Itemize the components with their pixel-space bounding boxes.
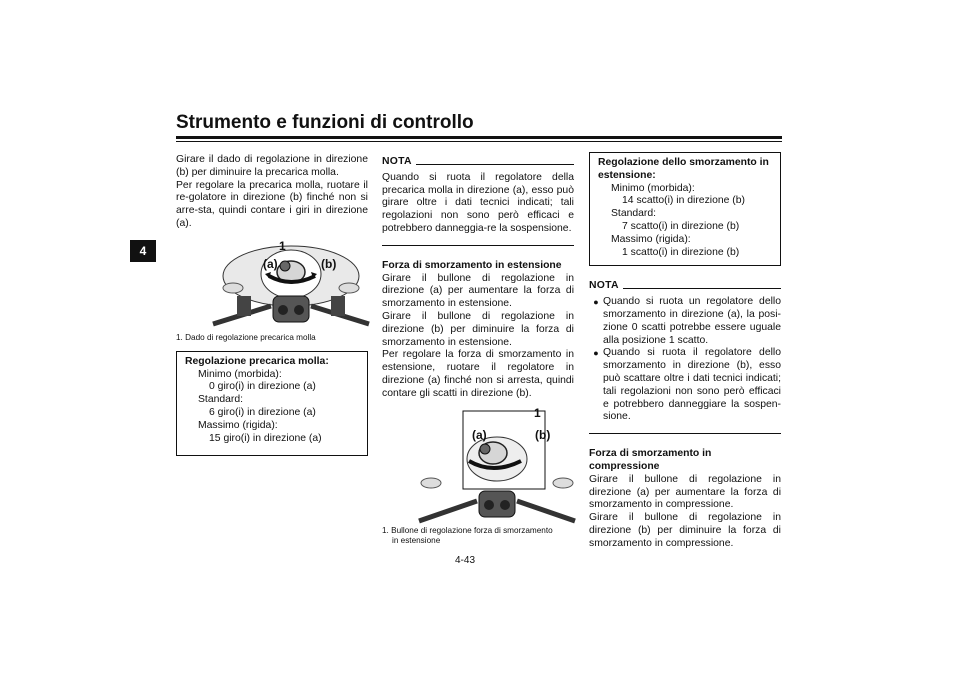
figure-label-a: (a) xyxy=(472,427,487,442)
nota-label: NOTA xyxy=(589,280,619,292)
motorcycle-handlebar-illustration xyxy=(211,236,371,331)
figure-caption: 1. Bullone di regolazione forza di smorzamento xyxy=(382,525,553,535)
spec-value: 15 giro(i) in direzione (a) xyxy=(209,432,322,444)
nota-rule xyxy=(416,164,574,165)
nota-header xyxy=(589,280,781,293)
spec-line: Standard: xyxy=(611,208,657,220)
bullet-icon: ● xyxy=(593,348,599,359)
spec-value: 6 giro(i) in direzione (a) xyxy=(209,406,316,418)
section-title: Forza di smorzamento in estensione xyxy=(382,259,562,271)
paragraph: Girare il bullone di regolazione in direzione (a) per aumentare la forza di smorzamento in estensione. xyxy=(382,272,574,310)
figure-label-number: 1 xyxy=(279,238,286,253)
paragraph: Per regolare la precarica molla, ruotare il re-golatore in direzione (b) finché non si arre-sta, quindi contare i giri in direzione (a). xyxy=(176,179,368,229)
bullet-icon: ● xyxy=(593,297,599,308)
figure-caption-cont: in estensione xyxy=(392,535,441,545)
figure-label-b: (b) xyxy=(535,427,551,442)
column-left xyxy=(176,154,368,456)
bullet-text: Quando si ruota il regolatore dello smorzamento in direzione (b), esso può scattare oltre i dati tecnici indicati; tali regolazioni non sono però efficaci e potrebbero danneggiare la sospen-sione. xyxy=(603,347,781,423)
bullet-text: Quando si ruota un regolatore dello smorzamento in direzione (a), la posi-zione 0 scatti potrebbe essere uguale alla posizione 1 scatto. xyxy=(603,296,781,346)
spec-box-preload xyxy=(176,351,368,457)
spec-value: 14 scatto(i) in direzione (b) xyxy=(622,195,746,207)
rebound-adjuster-figure xyxy=(417,405,577,524)
figure-label-number: 1 xyxy=(534,405,541,420)
spec-line: Massimo (rigida): xyxy=(198,419,278,431)
paragraph: Per regolare la forza di smorzamento in estensione, ruotare il regolatore in direzione (a) finché non si arresta, quindi contare gli scatti in direzione (b). xyxy=(382,349,574,399)
spec-value: 0 giro(i) in direzione (a) xyxy=(209,381,316,393)
preload-adjuster-figure xyxy=(211,236,371,331)
bullet-item xyxy=(589,296,781,347)
nota-end-rule xyxy=(382,245,574,246)
spec-line: Standard: xyxy=(198,394,244,406)
spec-title: Regolazione dello smorzamento in estensione: xyxy=(598,157,769,181)
page-number: 4-43 xyxy=(455,555,476,566)
figure-label-a: (a) xyxy=(263,256,278,271)
paragraph: Girare il bullone di regolazione in direzione (b) per diminuire la forza di smorzamento in compressione. xyxy=(589,512,781,549)
spec-box-rebound xyxy=(589,152,781,266)
title-rule xyxy=(176,136,782,139)
paragraph: Girare il bullone di regolazione in direzione (a) per aumentare la forza di smorzamento in compressione. xyxy=(589,473,781,511)
spec-value: 7 scatto(i) in direzione (b) xyxy=(622,220,740,232)
title-rule-thin xyxy=(176,141,782,142)
paragraph: Girare il bullone di regolazione in direzione (b) per diminuire la forza di smorzamento in estensione. xyxy=(382,310,574,348)
nota-header xyxy=(382,156,574,169)
column-right xyxy=(589,152,781,551)
nota-text: Quando si ruota il regolatore della precarica molla in direzione (a), esso può girare oltre i dati tecnici indicati; tali regolazioni non sono però efficaci e potrebbero danneggia-re la sospensione. xyxy=(382,171,574,234)
paragraph: Girare il dado di regolazione in direzione (b) per diminuire la precarica molla. xyxy=(176,154,368,178)
figure-label-b: (b) xyxy=(321,256,337,271)
figure-caption: 1. Dado di regolazione precarica molla xyxy=(176,332,316,342)
section-title: Forza di smorzamento in compressione xyxy=(589,448,712,472)
spec-line: Minimo (morbida): xyxy=(198,368,282,380)
spec-value: 1 scatto(i) in direzione (b) xyxy=(622,246,740,258)
spec-line: Minimo (morbida): xyxy=(611,182,695,194)
spec-line: Massimo (rigida): xyxy=(611,233,691,245)
nota-rule xyxy=(623,288,781,289)
chapter-tab: 4 xyxy=(130,240,156,262)
spec-title: Regolazione precarica molla: xyxy=(185,355,329,367)
bullet-item xyxy=(589,347,781,424)
motorcycle-handlebar-illustration xyxy=(417,405,577,524)
page-title: Strumento e funzioni di controllo xyxy=(176,112,474,133)
column-middle xyxy=(382,156,574,546)
nota-end-rule xyxy=(589,433,781,434)
nota-label: NOTA xyxy=(382,156,412,167)
